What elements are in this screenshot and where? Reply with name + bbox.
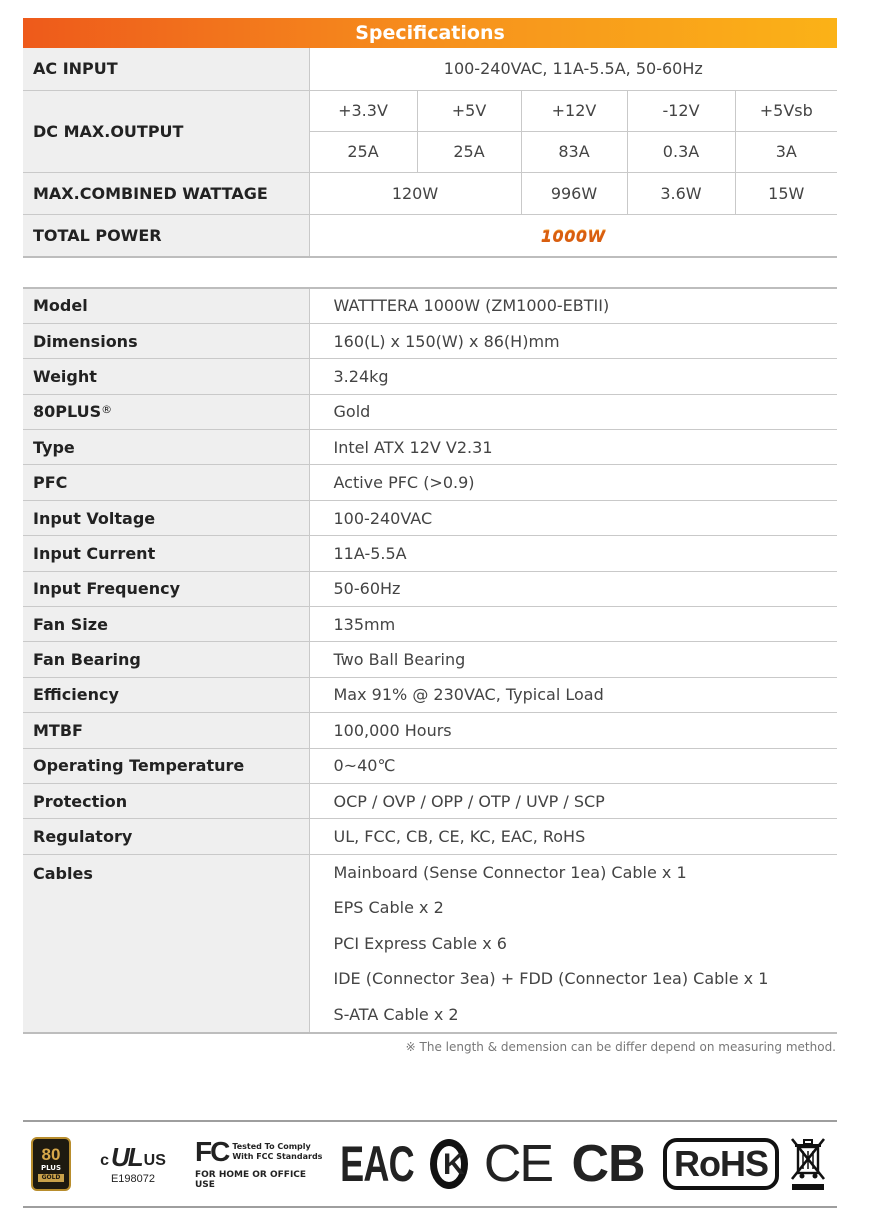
- fcc-line3: FOR HOME OR OFFICE USE: [195, 1170, 307, 1190]
- total-power-value: [309, 214, 837, 257]
- crossed-bin-icon: [787, 1122, 829, 1206]
- dc-rail: +5Vsb: [735, 90, 837, 131]
- fcc-logo: [195, 1122, 325, 1206]
- fcc-line2: With FCC Standards: [232, 1152, 323, 1161]
- spec-row: [23, 819, 837, 854]
- spec-value: Two Ball Bearing: [309, 642, 837, 677]
- fcc-line1: Tested To Comply: [232, 1142, 311, 1151]
- dc-rail: -12V: [627, 90, 735, 131]
- spec-value: 100-240VAC: [309, 500, 837, 535]
- cb-logo: CB: [571, 1135, 645, 1193]
- spec-label-text: Dimensions: [33, 331, 138, 351]
- spec-row: [23, 607, 837, 642]
- spec-label: [23, 748, 309, 783]
- spec-label-text: Fan Size: [33, 614, 108, 634]
- spec-label: [23, 713, 309, 748]
- dc-rail: +3.3V: [309, 90, 417, 131]
- spec-page: [23, 18, 837, 1054]
- spec-label: [23, 677, 309, 712]
- wattage-value: 996W: [521, 172, 627, 214]
- spec-label: [23, 394, 309, 429]
- spec-value: 135mm: [309, 607, 837, 642]
- ac-input-label: AC INPUT: [23, 48, 309, 90]
- spec-label-text: Operating Temperature: [33, 756, 245, 776]
- rohs-text: RoHS: [663, 1138, 779, 1190]
- spec-value: WATTTERA 1000W (ZM1000-EBTII): [309, 288, 837, 323]
- spec-label-text: Fan Bearing: [33, 650, 141, 670]
- wattage-value: 3.6W: [627, 172, 735, 214]
- fcc-mark: FC: [195, 1136, 229, 1167]
- spec-value: 0~40℃: [309, 748, 837, 783]
- registered-mark: ®: [101, 403, 113, 417]
- spec-row: [23, 536, 837, 571]
- kc-mark: K: [443, 1148, 465, 1181]
- spec-label-text: Protection: [33, 791, 128, 811]
- dc-rail: +5V: [417, 90, 521, 131]
- spec-label: [23, 359, 309, 394]
- spec-row: [23, 465, 837, 500]
- spec-label: [23, 642, 309, 677]
- spec-label-text: PFC: [33, 473, 68, 493]
- specifications-header: Specifications: [23, 18, 837, 48]
- 80plus-gold-logo: [30, 1122, 72, 1206]
- cables-label: Cables: [23, 854, 309, 1033]
- spec-row: [23, 571, 837, 606]
- dc-current: 3A: [735, 131, 837, 172]
- spec-label-text: Weight: [33, 366, 97, 386]
- spec-value: UL, FCC, CB, CE, KC, EAC, RoHS: [309, 819, 837, 854]
- total-power-row: [23, 214, 837, 257]
- spec-row: [23, 323, 837, 358]
- spec-label: [23, 430, 309, 465]
- spec-label-text: Model: [33, 296, 88, 316]
- kc-logo: [425, 1122, 473, 1206]
- 80plus-grade: GOLD: [38, 1174, 65, 1182]
- spec-value: 50-60Hz: [309, 571, 837, 606]
- cables-row: [23, 854, 837, 1033]
- spec-label: [23, 607, 309, 642]
- dc-max-output-label: DC MAX.OUTPUT: [23, 90, 309, 172]
- max-combined-wattage-row: [23, 172, 837, 214]
- spec-label: [23, 288, 309, 323]
- cable-item: S-ATA Cable x 2: [333, 1004, 459, 1024]
- rohs-logo: [671, 1122, 771, 1206]
- spec-label-text: 80PLUS: [33, 402, 102, 422]
- spec-value: Active PFC (>0.9): [309, 465, 837, 500]
- spec-value: 11A-5.5A: [309, 536, 837, 571]
- spec-row: [23, 677, 837, 712]
- spec-row: [23, 783, 837, 818]
- detail-spec-table: [23, 287, 837, 1034]
- 80plus-number: 80: [41, 1145, 61, 1164]
- spec-value: 3.24kg: [309, 359, 837, 394]
- spec-label: [23, 819, 309, 854]
- output-spec-table: [23, 48, 837, 258]
- dc-current: 0.3A: [627, 131, 735, 172]
- spec-value: 160(L) x 150(W) x 86(H)mm: [309, 323, 837, 358]
- spec-label: [23, 571, 309, 606]
- max-combined-wattage-label: MAX.COMBINED WATTAGE: [23, 172, 309, 214]
- dc-rail: +12V: [521, 90, 627, 131]
- ul-file-number: E198072: [110, 1172, 156, 1185]
- ul-c: c: [100, 1151, 109, 1169]
- spec-row: [23, 430, 837, 465]
- spec-label: [23, 465, 309, 500]
- wattage-value: 120W: [309, 172, 521, 214]
- eac-logo: EAC: [340, 1136, 414, 1192]
- 80plus-plus: PLUS: [40, 1164, 62, 1172]
- wattage-value: 15W: [735, 172, 837, 214]
- spec-value: 100,000 Hours: [309, 713, 837, 748]
- dc-current: 25A: [417, 131, 521, 172]
- spec-row: [23, 500, 837, 535]
- ul-mark: UL: [111, 1141, 142, 1172]
- spec-label-text: MTBF: [33, 720, 83, 740]
- spec-label-text: Type: [33, 437, 75, 457]
- measurement-note: ※ The length & demension can be differ depend on measuring method.: [405, 1040, 836, 1055]
- spec-label: [23, 783, 309, 818]
- dc-current: 25A: [309, 131, 417, 172]
- spec-value: Intel ATX 12V V2.31: [309, 430, 837, 465]
- dc-rail-row: [23, 90, 837, 131]
- spec-value: Max 91% @ 230VAC, Typical Load: [309, 677, 837, 712]
- cable-item: IDE (Connector 3ea) + FDD (Connector 1ea) Cable x 1: [333, 969, 769, 989]
- spec-label-text: Input Voltage: [33, 508, 156, 528]
- dc-current: 83A: [521, 131, 627, 172]
- spec-row: [23, 394, 837, 429]
- spec-row: [23, 748, 837, 783]
- cable-item: EPS Cable x 2: [333, 898, 444, 918]
- spec-label-text: Input Frequency: [33, 579, 181, 599]
- spec-value: OCP / OVP / OPP / OTP / UVP / SCP: [309, 783, 837, 818]
- cables-list: [309, 854, 837, 1033]
- spec-label-text: Efficiency: [33, 685, 119, 705]
- spec-value: Gold: [309, 394, 837, 429]
- ul-logo: [89, 1122, 177, 1206]
- spec-label: [23, 500, 309, 535]
- spec-row: [23, 288, 837, 323]
- ul-us: US: [143, 1151, 166, 1169]
- certification-bar: [23, 1120, 837, 1208]
- ac-input-value: 100-240VAC, 11A-5.5A, 50-60Hz: [309, 48, 837, 90]
- total-power-text: 1000W: [540, 225, 606, 245]
- spec-label: [23, 536, 309, 571]
- cable-item: Mainboard (Sense Connector 1ea) Cable x 1: [333, 862, 687, 882]
- spec-label-text: Regulatory: [33, 827, 133, 847]
- spec-label: [23, 323, 309, 358]
- spec-row: [23, 642, 837, 677]
- spec-row: [23, 713, 837, 748]
- cable-item: PCI Express Cable x 6: [333, 933, 507, 953]
- total-power-label: TOTAL POWER: [23, 214, 309, 257]
- spec-label-text: Input Current: [33, 543, 156, 563]
- ac-input-row: [23, 48, 837, 90]
- ce-logo: CE: [483, 1135, 553, 1193]
- spec-row: [23, 359, 837, 394]
